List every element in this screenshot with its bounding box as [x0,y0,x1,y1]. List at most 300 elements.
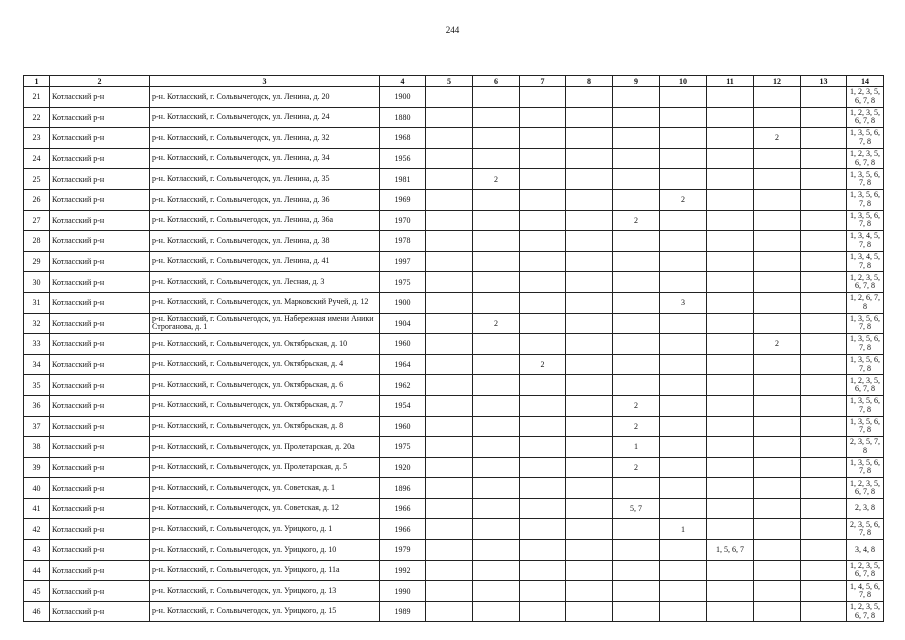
col11-cell [707,272,754,293]
table-header-row [24,76,884,87]
district-cell: Котласский р-н [50,395,150,416]
col14-cell: 2, 3, 8 [847,498,884,519]
row-number: 43 [24,540,50,561]
col10-cell [660,540,707,561]
column-header-12: 12 [754,76,801,87]
col9-cell [613,540,660,561]
col12-cell [754,231,801,252]
col12-cell: 2 [754,334,801,355]
col9-cell: 2 [613,416,660,437]
col14-cell: 1, 3, 5, 6, 7, 8 [847,210,884,231]
column-header-11: 11 [707,76,754,87]
col8-cell [566,292,613,313]
col8-cell [566,189,613,210]
year-cell: 1960 [380,334,426,355]
year-cell: 1966 [380,519,426,540]
col14-cell: 1, 2, 3, 5, 6, 7, 8 [847,375,884,396]
col8-cell [566,313,613,334]
district-cell: Котласский р-н [50,519,150,540]
row-number: 44 [24,560,50,581]
col5-cell [426,231,473,252]
row-number: 36 [24,395,50,416]
col12-cell [754,601,801,622]
table-row [24,334,884,355]
col9-cell [613,313,660,334]
col12-cell [754,169,801,190]
col9-cell [613,169,660,190]
col11-cell [707,437,754,458]
col7-cell [520,148,566,169]
col13-cell [801,375,847,396]
col9-cell: 2 [613,395,660,416]
col5-cell [426,313,473,334]
col8-cell [566,231,613,252]
col7-cell [520,498,566,519]
district-cell: Котласский р-н [50,272,150,293]
col11-cell [707,560,754,581]
col8-cell [566,498,613,519]
col8-cell [566,272,613,293]
col5-cell [426,148,473,169]
year-cell: 1964 [380,354,426,375]
col7-cell [520,313,566,334]
address-cell: р-н. Котласский, г. Сольвычегодск, ул. Пролетарская, д. 20а [150,437,380,458]
col5-cell [426,498,473,519]
year-cell: 1978 [380,231,426,252]
address-cell: р-н. Котласский, г. Сольвычегодск, ул. Ленина, д. 36а [150,210,380,231]
col6-cell [473,437,520,458]
col5-cell [426,128,473,149]
col12-cell [754,457,801,478]
col7-cell [520,231,566,252]
col11-cell [707,354,754,375]
table-row [24,416,884,437]
col9-cell [613,231,660,252]
col5-cell [426,292,473,313]
col10-cell [660,148,707,169]
col9-cell: 2 [613,210,660,231]
col14-cell: 1, 3, 5, 6, 7, 8 [847,169,884,190]
col8-cell [566,478,613,499]
col13-cell [801,395,847,416]
district-cell: Котласский р-н [50,210,150,231]
row-number: 40 [24,478,50,499]
col12-cell [754,354,801,375]
col9-cell [613,519,660,540]
col9-cell [613,189,660,210]
col10-cell [660,272,707,293]
col6-cell [473,210,520,231]
row-number: 41 [24,498,50,519]
table-row [24,601,884,622]
table-row [24,519,884,540]
col6-cell [473,519,520,540]
data-table [23,75,884,622]
col9-cell [613,375,660,396]
col5-cell [426,416,473,437]
address-cell: р-н. Котласский, г. Сольвычегодск, ул. Ленина, д. 24 [150,107,380,128]
district-cell: Котласский р-н [50,416,150,437]
district-cell: Котласский р-н [50,478,150,499]
col13-cell [801,210,847,231]
col11-cell [707,334,754,355]
col7-cell [520,210,566,231]
col14-cell: 1, 2, 3, 5, 6, 7, 8 [847,148,884,169]
col5-cell [426,540,473,561]
column-header-3: 3 [150,76,380,87]
col12-cell [754,478,801,499]
col11-cell [707,581,754,602]
col12-cell [754,272,801,293]
row-number: 37 [24,416,50,437]
col6-cell [473,478,520,499]
address-cell: р-н. Котласский, г. Сольвычегодск, ул. Урицкого, д. 11а [150,560,380,581]
address-cell: р-н. Котласский, г. Сольвычегодск, ул. Марковский Ручей, д. 12 [150,292,380,313]
col8-cell [566,107,613,128]
address-cell: р-н. Котласский, г. Сольвычегодск, ул. Ленина, д. 38 [150,231,380,252]
col12-cell [754,251,801,272]
col6-cell [473,128,520,149]
col6-cell [473,375,520,396]
address-cell: р-н. Котласский, г. Сольвычегодск, ул. Ленина, д. 20 [150,87,380,108]
col14-cell: 3, 4, 8 [847,540,884,561]
table-row [24,128,884,149]
address-cell: р-н. Котласский, г. Сольвычегодск, ул. Ленина, д. 34 [150,148,380,169]
col14-cell: 1, 2, 3, 5, 6, 7, 8 [847,478,884,499]
year-cell: 1896 [380,478,426,499]
col13-cell [801,292,847,313]
col9-cell [613,251,660,272]
col14-cell: 1, 3, 5, 6, 7, 8 [847,334,884,355]
col8-cell [566,210,613,231]
col9-cell [613,478,660,499]
address-cell: р-н. Котласский, г. Сольвычегодск, ул. Пролетарская, д. 5 [150,457,380,478]
col13-cell [801,128,847,149]
table-row [24,478,884,499]
col6-cell [473,416,520,437]
col7-cell [520,395,566,416]
col5-cell [426,272,473,293]
address-cell: р-н. Котласский, г. Сольвычегодск, ул. Лесная, д. 3 [150,272,380,293]
row-number: 33 [24,334,50,355]
col7-cell [520,272,566,293]
col5-cell [426,601,473,622]
col12-cell [754,416,801,437]
table-row [24,457,884,478]
col8-cell [566,251,613,272]
col8-cell [566,375,613,396]
col12-cell [754,189,801,210]
address-cell: р-н. Котласский, г. Сольвычегодск, ул. Урицкого, д. 10 [150,540,380,561]
address-cell: р-н. Котласский, г. Сольвычегодск, ул. Октябрьская, д. 8 [150,416,380,437]
col14-cell: 1, 2, 3, 5, 6, 7, 8 [847,107,884,128]
col7-cell [520,375,566,396]
year-cell: 1970 [380,210,426,231]
year-cell: 1900 [380,292,426,313]
col8-cell [566,87,613,108]
row-number: 27 [24,210,50,231]
col8-cell [566,416,613,437]
col5-cell [426,210,473,231]
col8-cell [566,560,613,581]
year-cell: 1968 [380,128,426,149]
address-cell: р-н. Котласский, г. Сольвычегодск, ул. Ленина, д. 32 [150,128,380,149]
address-cell: р-н. Котласский, г. Сольвычегодск, ул. Ленина, д. 36 [150,189,380,210]
col10-cell [660,128,707,149]
col6-cell [473,272,520,293]
col9-cell [613,601,660,622]
col12-cell [754,313,801,334]
col9-cell [613,148,660,169]
col10-cell: 3 [660,292,707,313]
district-cell: Котласский р-н [50,334,150,355]
year-cell: 1956 [380,148,426,169]
col10-cell [660,478,707,499]
col13-cell [801,498,847,519]
year-cell: 1969 [380,189,426,210]
row-number: 26 [24,189,50,210]
col14-cell: 2, 3, 5, 6, 7, 8 [847,519,884,540]
col11-cell [707,148,754,169]
col7-cell: 2 [520,354,566,375]
address-cell: р-н. Котласский, г. Сольвычегодск, ул. Советская, д. 12 [150,498,380,519]
col9-cell [613,581,660,602]
col13-cell [801,457,847,478]
col7-cell [520,416,566,437]
col11-cell [707,292,754,313]
year-cell: 1990 [380,581,426,602]
col10-cell [660,169,707,190]
col7-cell [520,457,566,478]
district-cell: Котласский р-н [50,231,150,252]
col14-cell: 1, 2, 3, 5, 6, 7, 8 [847,601,884,622]
col10-cell [660,375,707,396]
col5-cell [426,560,473,581]
col7-cell [520,519,566,540]
col13-cell [801,189,847,210]
col11-cell [707,251,754,272]
column-header-13: 13 [801,76,847,87]
col8-cell [566,581,613,602]
col12-cell: 2 [754,128,801,149]
col8-cell [566,457,613,478]
table-row [24,540,884,561]
column-header-7: 7 [520,76,566,87]
table-row [24,148,884,169]
district-cell: Котласский р-н [50,437,150,458]
row-number: 39 [24,457,50,478]
col14-cell: 1, 3, 5, 6, 7, 8 [847,313,884,334]
row-number: 23 [24,128,50,149]
table-row [24,395,884,416]
col9-cell: 1 [613,437,660,458]
col6-cell [473,251,520,272]
col14-cell: 2, 3, 5, 7, 8 [847,437,884,458]
col9-cell: 2 [613,457,660,478]
col10-cell: 1 [660,519,707,540]
column-header-5: 5 [426,76,473,87]
col8-cell [566,128,613,149]
col12-cell [754,87,801,108]
col9-cell [613,128,660,149]
address-cell: р-н. Котласский, г. Сольвычегодск, ул. Урицкого, д. 1 [150,519,380,540]
col13-cell [801,272,847,293]
table-row [24,272,884,293]
column-header-2: 2 [50,76,150,87]
col7-cell [520,169,566,190]
table-row [24,189,884,210]
col11-cell [707,457,754,478]
col10-cell: 2 [660,189,707,210]
col9-cell [613,87,660,108]
col6-cell [473,560,520,581]
col7-cell [520,292,566,313]
col8-cell [566,334,613,355]
col7-cell [520,128,566,149]
district-cell: Котласский р-н [50,87,150,108]
col10-cell [660,437,707,458]
year-cell: 1979 [380,540,426,561]
col6-cell [473,107,520,128]
row-number: 24 [24,148,50,169]
col6-cell: 2 [473,169,520,190]
col5-cell [426,375,473,396]
col13-cell [801,540,847,561]
col11-cell [707,519,754,540]
col8-cell [566,437,613,458]
col5-cell [426,519,473,540]
col7-cell [520,601,566,622]
col14-cell: 1, 3, 5, 6, 7, 8 [847,189,884,210]
column-header-10: 10 [660,76,707,87]
col8-cell [566,354,613,375]
year-cell: 1962 [380,375,426,396]
col13-cell [801,437,847,458]
year-cell: 1960 [380,416,426,437]
col13-cell [801,87,847,108]
table-row [24,292,884,313]
table-row [24,354,884,375]
col12-cell [754,498,801,519]
col7-cell [520,437,566,458]
col11-cell [707,498,754,519]
year-cell: 1904 [380,313,426,334]
col11-cell [707,87,754,108]
col7-cell [520,334,566,355]
col8-cell [566,601,613,622]
col10-cell [660,107,707,128]
col10-cell [660,498,707,519]
col13-cell [801,107,847,128]
address-cell: р-н. Котласский, г. Сольвычегодск, ул. Урицкого, д. 13 [150,581,380,602]
table-row [24,107,884,128]
col8-cell [566,169,613,190]
col14-cell: 1, 2, 3, 5, 6, 7, 8 [847,560,884,581]
col11-cell: 1, 5, 6, 7 [707,540,754,561]
col5-cell [426,354,473,375]
table-row [24,231,884,252]
col11-cell [707,231,754,252]
table-row [24,437,884,458]
col11-cell [707,128,754,149]
row-number: 45 [24,581,50,602]
col7-cell [520,189,566,210]
col6-cell [473,354,520,375]
year-cell: 1981 [380,169,426,190]
col12-cell [754,540,801,561]
row-number: 22 [24,107,50,128]
col14-cell: 1, 3, 5, 6, 7, 8 [847,416,884,437]
district-cell: Котласский р-н [50,375,150,396]
col5-cell [426,457,473,478]
district-cell: Котласский р-н [50,581,150,602]
col12-cell [754,375,801,396]
col9-cell [613,107,660,128]
year-cell: 1920 [380,457,426,478]
col14-cell: 1, 2, 6, 7, 8 [847,292,884,313]
year-cell: 1989 [380,601,426,622]
col6-cell: 2 [473,313,520,334]
col6-cell [473,498,520,519]
col10-cell [660,354,707,375]
col6-cell [473,189,520,210]
col5-cell [426,251,473,272]
col9-cell [613,292,660,313]
col10-cell [660,334,707,355]
row-number: 46 [24,601,50,622]
table-row [24,210,884,231]
column-header-8: 8 [566,76,613,87]
col10-cell [660,231,707,252]
col5-cell [426,395,473,416]
col9-cell: 5, 7 [613,498,660,519]
district-cell: Котласский р-н [50,498,150,519]
table-row [24,581,884,602]
col6-cell [473,334,520,355]
col14-cell: 1, 3, 4, 5, 7, 8 [847,251,884,272]
col14-cell: 1, 3, 5, 6, 7, 8 [847,457,884,478]
district-cell: Котласский р-н [50,107,150,128]
col13-cell [801,416,847,437]
column-header-1: 1 [24,76,50,87]
col5-cell [426,169,473,190]
col13-cell [801,334,847,355]
col11-cell [707,107,754,128]
col13-cell [801,251,847,272]
col12-cell [754,148,801,169]
col13-cell [801,169,847,190]
col6-cell [473,292,520,313]
col10-cell [660,560,707,581]
col9-cell [613,354,660,375]
col8-cell [566,148,613,169]
col13-cell [801,313,847,334]
col12-cell [754,292,801,313]
col12-cell [754,560,801,581]
col11-cell [707,313,754,334]
col9-cell [613,560,660,581]
address-cell: р-н. Котласский, г. Сольвычегодск, ул. Октябрьская, д. 4 [150,354,380,375]
table-row [24,375,884,396]
column-header-14: 14 [847,76,884,87]
district-cell: Котласский р-н [50,540,150,561]
col5-cell [426,478,473,499]
col12-cell [754,437,801,458]
col13-cell [801,560,847,581]
address-cell: р-н. Котласский, г. Сольвычегодск, ул. Советская, д. 1 [150,478,380,499]
col7-cell [520,581,566,602]
table-row [24,560,884,581]
